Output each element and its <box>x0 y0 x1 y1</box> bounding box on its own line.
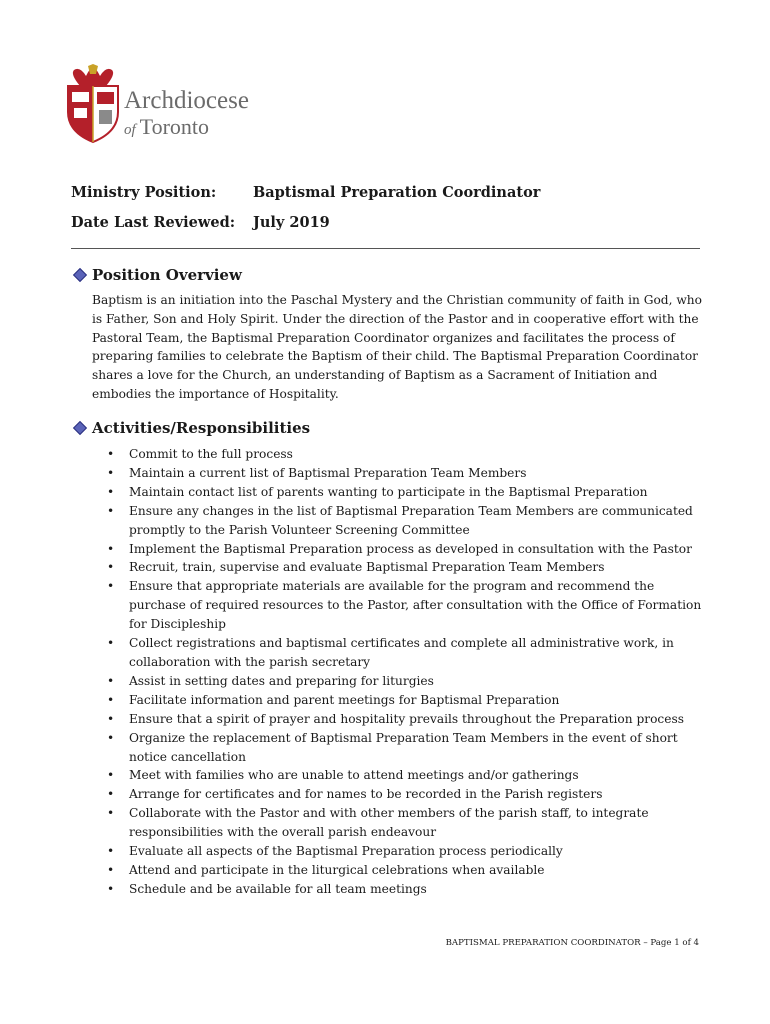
list-item: • Assist in setting dates and preparing for liturgies <box>92 672 704 691</box>
list-item: • Evaluate all aspects of the Baptismal Preparation process periodically <box>92 842 704 861</box>
list-item: • Schedule and be available for all team meetings <box>92 880 704 899</box>
position-overview-title: Position Overview <box>92 266 242 284</box>
logo-text-archdiocese: Archdiocese <box>124 87 249 114</box>
list-item: • Meet with families who are unable to attend meetings and/or gatherings <box>92 766 704 785</box>
list-item: • Implement the Baptismal Preparation process as developed in consultation with the Pastor <box>92 540 704 559</box>
list-item: • Ensure that a spirit of prayer and hospitality prevails throughout the Preparation process <box>92 710 704 729</box>
list-item: • Ensure any changes in the list of Baptismal Preparation Team Members are communicated promptly to the Parish Volunteer Screening Committee <box>92 502 704 540</box>
list-item: • Collect registrations and baptismal certificates and complete all administrative work, in collaboration with the parish secretary <box>92 634 704 672</box>
list-item: • Organize the replacement of Baptismal Preparation Team Members in the event of short notice cancellation <box>92 729 704 767</box>
list-item: • Maintain contact list of parents wanting to participate in the Baptismal Preparation <box>92 483 704 502</box>
list-item: • Maintain a current list of Baptismal Preparation Team Members <box>92 464 704 483</box>
page-footer: BAPTISMAL PREPARATION COORDINATOR – Page 1 of 4 <box>445 938 699 948</box>
list-item: • Arrange for certificates and for names to be recorded in the Parish registers <box>92 785 704 804</box>
logo-text-of: of <box>124 122 136 138</box>
responsibilities-list <box>92 445 704 899</box>
diamond-icon <box>73 268 87 282</box>
logo-text-city <box>124 114 209 140</box>
list-item: • Ensure that appropriate materials are available for the program and recommend the purchase of required resources to the Pastor, after consultation with the Office of Formation for Discipleship <box>92 577 704 634</box>
position-overview-text: Baptism is an initiation into the Paschal Mystery and the Christian community of faith in God, who is Father, Son and Holy Spirit. Under the direction of the Pastor and in cooperative effort with the Pastoral Team, the Baptismal Preparation Coordinator organizes and facilitates the process of preparing families to celebrate the Baptism of their child. The Baptismal Preparation Coordinator shares a love for the Church, an understanding of Baptism as a Sacrament of Initiation and embodies the importance of Hospitality. <box>92 293 702 401</box>
list-item: • Attend and participate in the liturgical celebrations when available <box>92 861 704 880</box>
list-item: • Commit to the full process <box>92 445 704 464</box>
list-item: • Recruit, train, supervise and evaluate Baptismal Preparation Team Members <box>92 558 704 577</box>
position-overview-heading <box>73 266 242 284</box>
ministry-position-label: Ministry Position: <box>71 184 217 201</box>
ministry-position-value: Baptismal Preparation Coordinator <box>253 184 541 201</box>
list-item: • Collaborate with the Pastor and with other members of the parish staff, to integrate responsibilities with the overall parish endeavour <box>92 804 704 842</box>
activities-heading <box>73 419 310 437</box>
diamond-icon <box>73 421 87 435</box>
coat-of-arms-icon <box>66 64 120 144</box>
header-divider <box>71 248 700 249</box>
date-reviewed-value: July 2019 <box>253 214 330 231</box>
list-item: • Facilitate information and parent meetings for Baptismal Preparation <box>92 691 704 710</box>
logo-text-toronto: Toronto <box>139 114 210 139</box>
archdiocese-logo <box>66 64 266 144</box>
date-reviewed-label: Date Last Reviewed: <box>71 214 236 231</box>
activities-title: Activities/Responsibilities <box>92 419 311 437</box>
